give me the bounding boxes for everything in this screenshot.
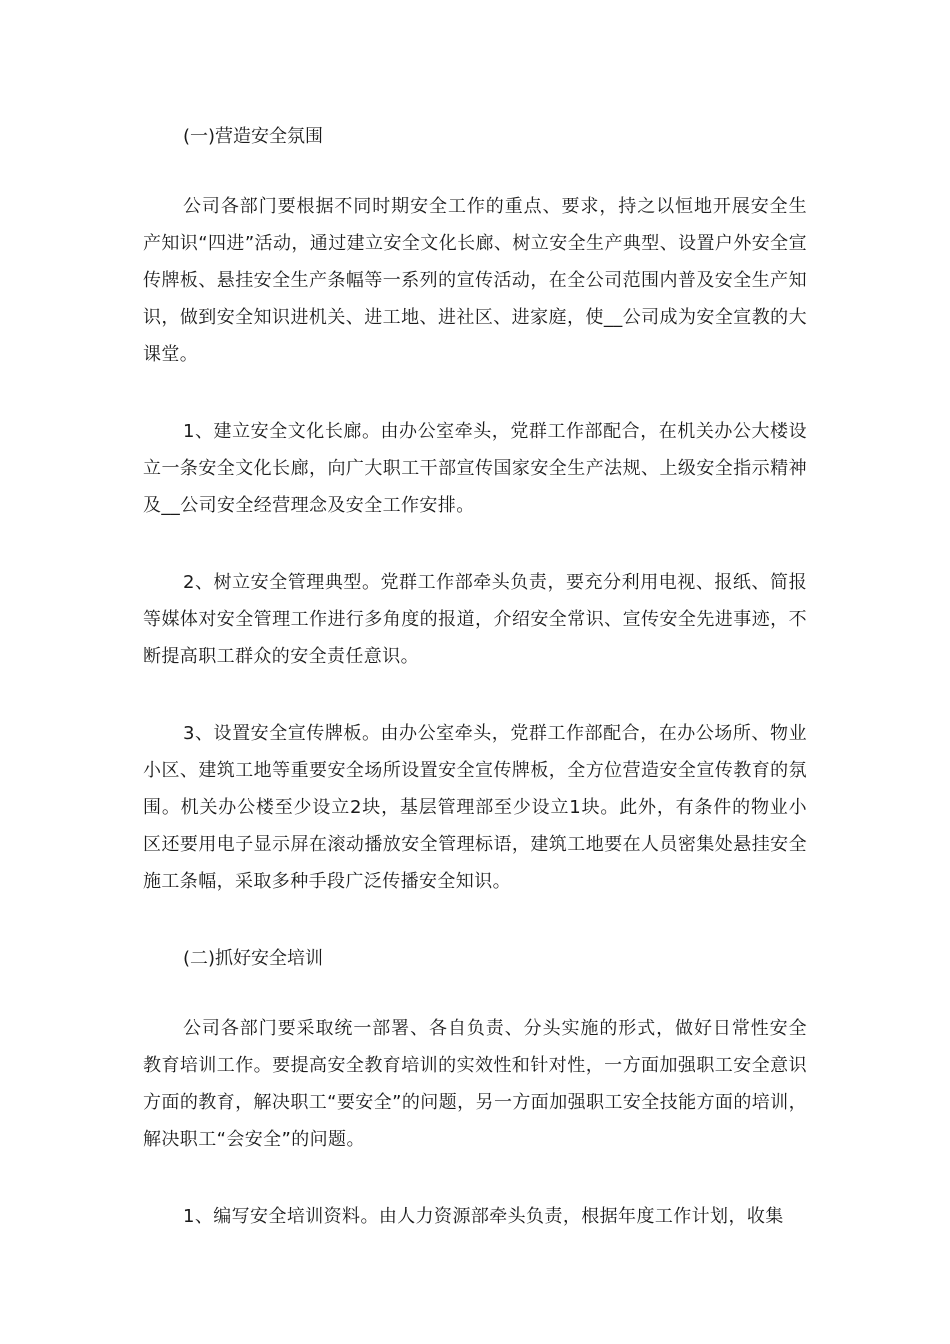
spacer [143,900,807,940]
spacer [143,156,807,188]
spacer [143,524,807,564]
document-body [143,118,807,1235]
section-1-item-2-paragraph: 2、树立安全管理典型。党群工作部牵头负责，要充分利用电视、报纸、简报等媒体对安全管理工作进行多角度的报道，介绍安全常识、宣传安全先进事迹，不断提高职工群众的安全责任意识。 [143,572,807,667]
section-1-intro-paragraph: 公司各部门要根据不同时期安全工作的重点、要求，持之以恒地开展安全生产知识“四进”活动，通过建立安全文化长廊、树立安全生产典型、设置户外安全宣传牌板、悬挂安全生产条幅等一系列的宣传活动，在全公司范围内普及安全生产知识，做到安全知识进机关、进工地、进社区、进家庭，使__公司成为安全宣教的大课堂。 [143,196,807,365]
section-heading-2: (二)抓好安全培训 [183,948,324,969]
section-heading-1: (一)营造安全氛围 [183,126,324,147]
section-1-item-1-paragraph: 1、建立安全文化长廊。由办公室牵头，党群工作部配合，在机关办公大楼设立一条安全文化长廊，向广大职工干部宣传国家安全生产法规、上级安全指示精神及__公司安全经营理念及安全工作安排。 [143,421,807,516]
section-2-item-1-paragraph: 1、编写安全培训资料。由人力资源部牵头负责，根据年度工作计划，收集 [183,1206,784,1227]
spacer [143,978,807,1010]
spacer [143,1158,807,1198]
section-1-item-3-paragraph: 3、设置安全宣传牌板。由办公室牵头，党群工作部配合，在办公场所、物业小区、建筑工地等重要安全场所设置安全宣传牌板，全方位营造安全宣传教育的氛围。机关办公楼至少设立2块，基层管理部至少设立1块。此外，有条件的物业小区还要用电子显示屏在滚动播放安全管理标语，建筑工地要在人员密集处悬挂安全施工条幅，采取多种手段广泛传播安全知识。 [143,723,807,892]
spacer [143,675,807,715]
section-2-intro-paragraph: 公司各部门要采取统一部署、各自负责、分头实施的形式，做好日常性安全教育培训工作。要提高安全教育培训的实效性和针对性，一方面加强职工安全意识方面的教育，解决职工“要安全”的问题，另一方面加强职工安全技能方面的培训，解决职工“会安全”的问题。 [143,1018,807,1150]
spacer [143,373,807,413]
